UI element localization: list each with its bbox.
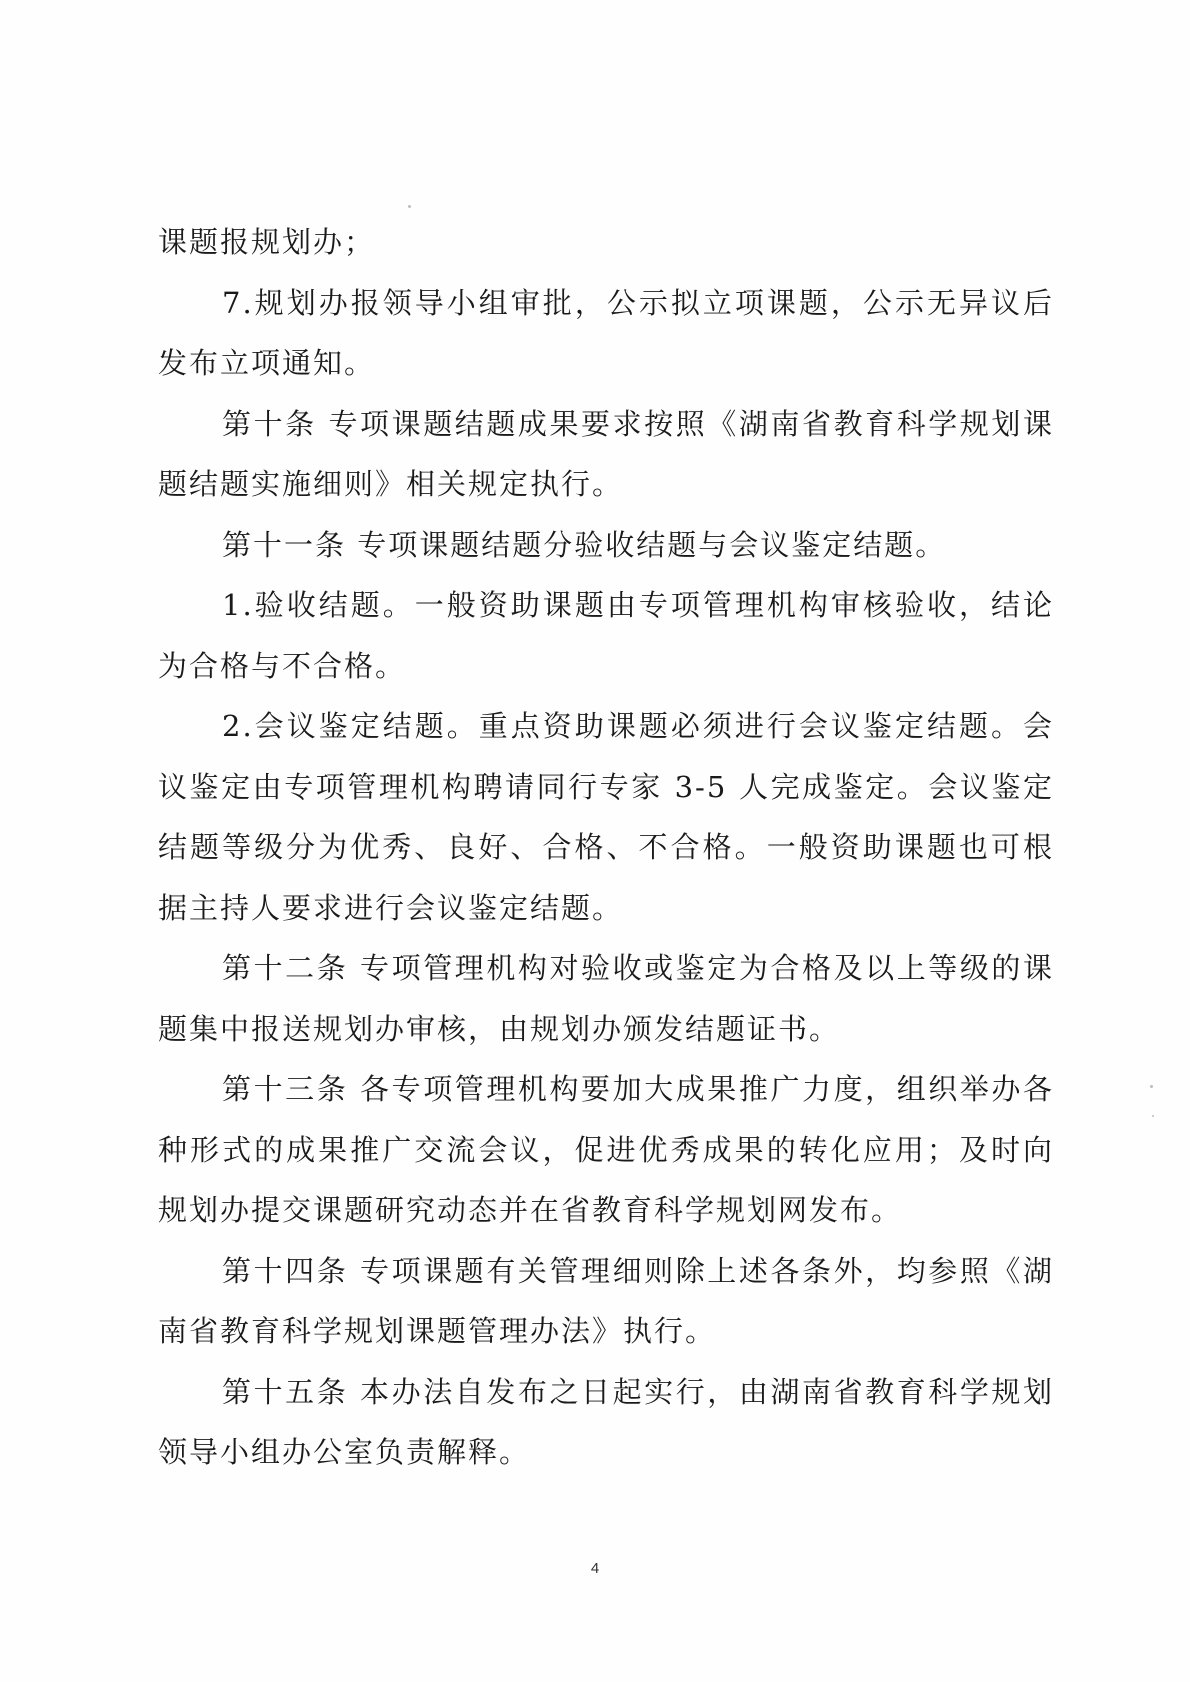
paragraph-item-7: 7.规划办报领导小组审批，公示拟立项课题，公示无异议后发布立项通知。 bbox=[158, 285, 1054, 380]
scan-speck bbox=[1152, 1115, 1154, 1117]
paragraph-article-13: 第十三条 各专项管理机构要加大成果推广力度，组织举办各种形式的成果推广交流会议，促进优秀成果的转化应用；及时向规划办提交课题研究动态并在省教育科学规划网发布。 bbox=[158, 1072, 1054, 1227]
paragraph-item-1: 1.验收结题。一般资助课题由专项管理机构审核验收，结论为合格与不合格。 bbox=[158, 588, 1054, 683]
scan-speck bbox=[1150, 1085, 1153, 1088]
paragraph-continuation: 课题报规划办； bbox=[158, 225, 376, 259]
paragraph-article-15: 第十五条 本办法自发布之日起实行，由湖南省教育科学规划领导小组办公室负责解释。 bbox=[158, 1374, 1054, 1469]
body-text bbox=[158, 212, 1054, 1483]
paragraph-article-14: 第十四条 专项课题有关管理细则除上述各条外，均参照《湖南省教育科学规划课题管理办法》执行。 bbox=[158, 1253, 1054, 1348]
page-number: 4 bbox=[590, 1560, 600, 1577]
paragraph-article-10: 第十条 专项课题结题成果要求按照《湖南省教育科学规划课题结题实施细则》相关规定执行。 bbox=[158, 406, 1054, 501]
scan-speck bbox=[408, 205, 411, 208]
paragraph-article-12: 第十二条 专项管理机构对验收或鉴定为合格及以上等级的课题集中报送规划办审核，由规划办颁发结题证书。 bbox=[158, 951, 1054, 1046]
paragraph-article-11: 第十一条 专项课题结题分验收结题与会议鉴定结题。 bbox=[222, 527, 947, 562]
paragraph-item-2: 2.会议鉴定结题。重点资助课题必须进行会议鉴定结题。会议鉴定由专项管理机构聘请同行专家 3-5 人完成鉴定。会议鉴定结题等级分为优秀、良好、合格、不合格。一般资助课题也可根据主持人要求进行会议鉴定结题。 bbox=[158, 709, 1054, 925]
